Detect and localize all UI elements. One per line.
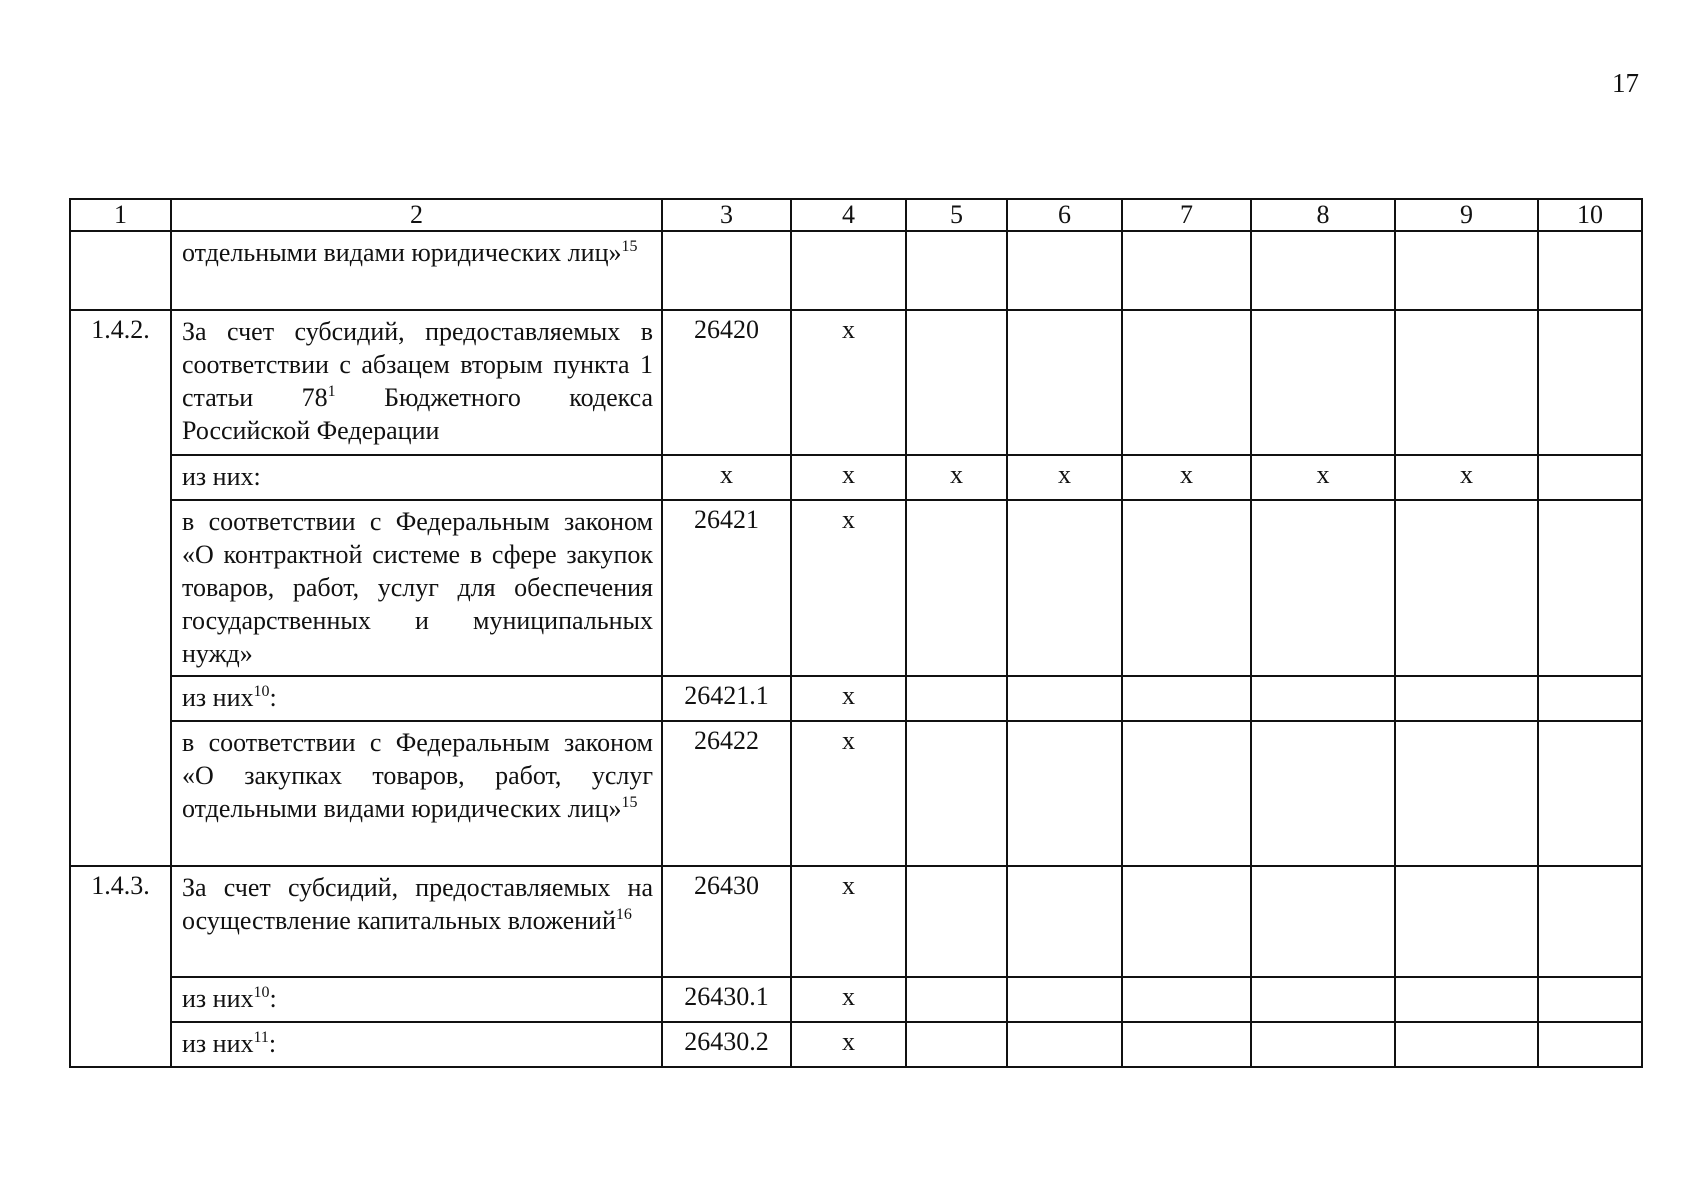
table-cell <box>1122 310 1251 455</box>
row-code: 26421 <box>662 500 791 676</box>
table-cell: x <box>791 1022 906 1067</box>
header-cell: 2 <box>171 199 662 231</box>
footnote-ref: 16 <box>615 906 632 923</box>
row-description <box>171 310 662 455</box>
header-cell: 3 <box>662 199 791 231</box>
table-cell: x <box>1122 455 1251 500</box>
table-cell: x <box>791 866 906 977</box>
table-cell <box>906 977 1007 1022</box>
table-cell <box>1395 500 1538 676</box>
table-cell <box>1538 310 1642 455</box>
row-number: 1.4.3. <box>70 866 171 1067</box>
row-description <box>171 455 662 500</box>
table-cell <box>1007 500 1122 676</box>
row-description <box>171 1022 662 1067</box>
table-cell <box>1007 977 1122 1022</box>
row-description <box>171 500 662 676</box>
footnote-ref: 15 <box>621 238 638 255</box>
table-cell <box>1007 231 1122 310</box>
table-cell <box>1251 676 1395 721</box>
table-row <box>70 676 1642 721</box>
header-cell: 4 <box>791 199 906 231</box>
footnote-ref: 11 <box>253 1029 269 1046</box>
table-cell: x <box>791 676 906 721</box>
row-text: За счет субсидий, предоставляемых на осуществление капитальных вложений <box>182 873 653 935</box>
table-cell <box>1251 500 1395 676</box>
row-code: 26430.1 <box>662 977 791 1022</box>
header-cell: 9 <box>1395 199 1538 231</box>
table-cell <box>1122 866 1251 977</box>
header-row <box>70 199 1642 231</box>
row-description <box>171 231 662 310</box>
row-code: 26422 <box>662 721 791 866</box>
row-text: Бюджетного кодекса Российской Федерации <box>182 383 653 445</box>
table-cell <box>906 231 1007 310</box>
row-text: : <box>268 1029 277 1058</box>
table-cell <box>906 866 1007 977</box>
table-cell <box>1251 1022 1395 1067</box>
table-cell <box>1395 721 1538 866</box>
table-cell <box>1538 231 1642 310</box>
page-number: 17 <box>1612 68 1639 98</box>
table-cell <box>1538 676 1642 721</box>
table-row <box>70 1022 1642 1067</box>
table-cell <box>1395 676 1538 721</box>
header-cell: 10 <box>1538 199 1642 231</box>
row-text: в соответствии с Федеральным законом «О закупках товаров, работ, услуг отдельными видами юридических лиц» <box>182 728 653 823</box>
table-cell: x <box>791 455 906 500</box>
table-cell: x <box>791 310 906 455</box>
table-cell <box>906 721 1007 866</box>
table-cell <box>1395 866 1538 977</box>
table-cell <box>1251 310 1395 455</box>
row-text: За счет субсидий, предоставляемых в соответствии с абзацем вторым пункта 1 статьи 78 <box>182 317 653 412</box>
table-cell <box>1538 500 1642 676</box>
table-row <box>70 310 1642 455</box>
table-cell <box>1538 1022 1642 1067</box>
table-row <box>70 455 1642 500</box>
row-code: x <box>662 455 791 500</box>
table-cell <box>1251 721 1395 866</box>
row-code: 26421.1 <box>662 676 791 721</box>
table-cell <box>1538 455 1642 500</box>
table-cell: x <box>906 455 1007 500</box>
table-cell <box>906 500 1007 676</box>
table-cell <box>1251 866 1395 977</box>
table-cell <box>906 310 1007 455</box>
table-cell <box>1007 676 1122 721</box>
table-cell <box>1538 977 1642 1022</box>
row-code: 26420 <box>662 310 791 455</box>
row-description <box>171 721 662 866</box>
table-cell: x <box>791 500 906 676</box>
footnote-ref: 15 <box>621 794 638 811</box>
row-description <box>171 676 662 721</box>
row-code: 26430 <box>662 866 791 977</box>
row-text: из них <box>182 984 254 1013</box>
table-cell <box>1395 310 1538 455</box>
row-text: : <box>269 984 277 1013</box>
table-cell <box>1538 866 1642 977</box>
table-cell <box>1007 866 1122 977</box>
table-cell <box>1395 977 1538 1022</box>
row-text: : <box>269 683 277 712</box>
table-cell <box>1395 1022 1538 1067</box>
report-table <box>69 198 1643 1068</box>
row-code: 26430.2 <box>662 1022 791 1067</box>
table-cell <box>1122 231 1251 310</box>
header-cell: 1 <box>70 199 171 231</box>
table-cell <box>1007 1022 1122 1067</box>
row-number: 1.4.2. <box>70 310 171 866</box>
table-cell: x <box>1007 455 1122 500</box>
table-cell <box>1251 231 1395 310</box>
table-row <box>70 500 1642 676</box>
row-text: из них <box>182 683 254 712</box>
table-cell <box>1122 676 1251 721</box>
table-cell <box>1122 500 1251 676</box>
table-row <box>70 721 1642 866</box>
row-text: из них: <box>182 462 261 491</box>
table-cell <box>1122 721 1251 866</box>
table-cell: x <box>791 977 906 1022</box>
footnote-ref: 1 <box>327 383 336 400</box>
table-row <box>70 866 1642 977</box>
row-description <box>171 977 662 1022</box>
footnote-ref: 10 <box>253 683 270 700</box>
table-row <box>70 977 1642 1022</box>
table-cell <box>1122 1022 1251 1067</box>
table-cell <box>1395 231 1538 310</box>
table-cell <box>1122 977 1251 1022</box>
table-cell <box>1538 721 1642 866</box>
table-cell <box>1251 977 1395 1022</box>
table-cell: x <box>1251 455 1395 500</box>
table-cell <box>1007 721 1122 866</box>
table-cell: x <box>1395 455 1538 500</box>
row-description <box>171 866 662 977</box>
table-cell <box>906 676 1007 721</box>
row-text: отдельными видами юридических лиц» <box>182 238 622 267</box>
table-cell: x <box>791 721 906 866</box>
header-cell: 7 <box>1122 199 1251 231</box>
table-cell <box>791 231 906 310</box>
table-cell <box>906 1022 1007 1067</box>
header-cell: 6 <box>1007 199 1122 231</box>
header-cell: 8 <box>1251 199 1395 231</box>
table-cell <box>1007 310 1122 455</box>
row-text: из них <box>182 1029 254 1058</box>
table-row <box>70 231 1642 310</box>
header-cell: 5 <box>906 199 1007 231</box>
row-number <box>70 231 171 310</box>
row-text: в соответствии с Федеральным законом «О контрактной системе в сфере закупок товаров, работ, услуг для обеспечения государственных и муниципальных нужд» <box>182 507 653 668</box>
footnote-ref: 10 <box>253 984 270 1001</box>
row-code <box>662 231 791 310</box>
